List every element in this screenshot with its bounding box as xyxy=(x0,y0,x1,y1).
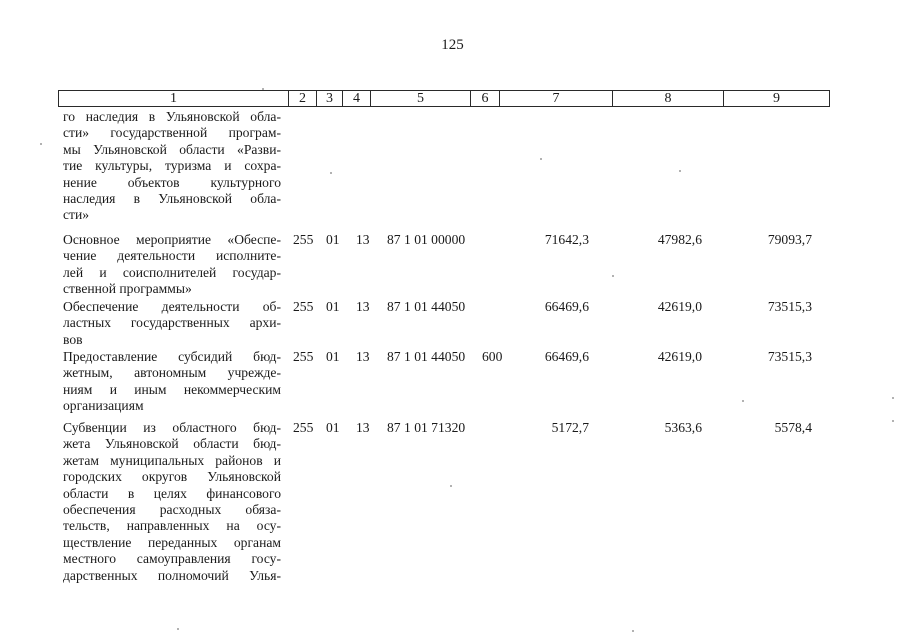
description-line: наследия в Ульяновской обла- xyxy=(63,191,281,207)
cell-col-8: 5363,6 xyxy=(664,420,702,435)
cell-col-5: 87 1 01 71320 xyxy=(387,420,466,435)
description-line: организациям xyxy=(63,398,144,414)
cell-col-8: 42619,0 xyxy=(657,349,702,364)
scan-speck xyxy=(679,170,681,172)
description-line: жета Ульяновской области бюд- xyxy=(63,436,281,452)
header-col-3: 3 xyxy=(317,91,343,106)
description-line: вов xyxy=(63,331,83,347)
cell-col-3: 01 xyxy=(326,420,340,435)
description-line: тельств, направленных на осу- xyxy=(63,518,281,534)
header-col-6: 6 xyxy=(471,91,500,106)
description-line: Основное мероприятие «Обеспе- xyxy=(63,232,281,247)
description-line: лей и соисполнителей государ- xyxy=(63,264,281,280)
cell-col-6: 600 xyxy=(482,349,503,364)
row-description xyxy=(63,109,281,224)
scan-speck xyxy=(450,485,452,487)
description-line: ществление переданных органам xyxy=(63,534,281,550)
cell-col-9: 5578,4 xyxy=(774,420,812,435)
row-description xyxy=(63,299,281,348)
description-line: Предоставление субсидий бюд- xyxy=(63,349,281,364)
cell-col-5: 87 1 01 44050 xyxy=(387,349,466,364)
cell-col-4: 13 xyxy=(356,420,370,435)
scan-speck xyxy=(540,158,542,160)
cell-col-9: 73515,3 xyxy=(767,349,812,364)
scan-speck xyxy=(330,172,332,174)
description-line: мы Ульяновской области «Разви- xyxy=(63,141,281,157)
header-col-1: 1 xyxy=(59,91,289,106)
cell-col-8: 47982,6 xyxy=(657,232,702,247)
cell-col-2: 255 xyxy=(293,232,314,247)
row-description xyxy=(63,420,281,584)
description-line: ственной программы» xyxy=(63,281,192,297)
header-col-4: 4 xyxy=(343,91,371,106)
description-line: жетным, автономным учрежде- xyxy=(63,365,281,381)
row-description xyxy=(63,232,281,298)
header-col-8: 8 xyxy=(613,91,724,106)
cell-col-3: 01 xyxy=(326,232,340,247)
scan-speck xyxy=(892,420,894,422)
page-number: 125 xyxy=(441,37,464,53)
description-line: обеспечения расходных обяза- xyxy=(63,502,281,518)
cell-col-5: 87 1 01 00000 xyxy=(387,232,466,247)
header-col-2: 2 xyxy=(289,91,317,106)
description-line: чение деятельности исполните- xyxy=(63,248,281,264)
description-line: сти» xyxy=(63,207,90,223)
header-col-9: 9 xyxy=(773,91,780,106)
cell-col-2: 255 xyxy=(293,349,314,364)
cell-col-7: 66469,6 xyxy=(544,299,589,314)
scan-speck xyxy=(612,275,614,277)
description-line: тие культуры, туризма и сохра- xyxy=(63,158,281,174)
cell-col-4: 13 xyxy=(356,299,370,314)
cell-col-4: 13 xyxy=(356,349,370,364)
cell-col-7: 71642,3 xyxy=(544,232,589,247)
description-line: Обеспечение деятельности об- xyxy=(63,299,281,314)
scan-speck xyxy=(177,628,179,630)
scan-speck xyxy=(632,630,634,632)
cell-col-7: 5172,7 xyxy=(551,420,589,435)
scan-speck xyxy=(742,400,744,402)
description-line: жетам муниципальных районов и xyxy=(63,452,281,468)
row-description xyxy=(63,349,281,415)
cell-col-9: 79093,7 xyxy=(767,232,812,247)
description-line: нение объектов культурного xyxy=(63,174,281,190)
description-line: ластных государственных архи- xyxy=(63,315,281,331)
description-line: Субвенции из областного бюд- xyxy=(63,420,281,435)
scan-speck xyxy=(40,143,42,145)
table-header xyxy=(58,90,830,107)
cell-col-8: 42619,0 xyxy=(657,299,702,314)
description-line: сти» государственной програм- xyxy=(63,125,281,141)
cell-col-4: 13 xyxy=(356,232,370,247)
description-line: го наследия в Ульяновской обла- xyxy=(63,109,281,124)
cell-col-2: 255 xyxy=(293,420,314,435)
cell-col-2: 255 xyxy=(293,299,314,314)
cell-col-7: 66469,6 xyxy=(544,349,589,364)
scan-speck xyxy=(262,88,264,90)
description-line: городских округов Ульяновской xyxy=(63,469,281,485)
cell-col-5: 87 1 01 44050 xyxy=(387,299,466,314)
description-line: дарственных полномочий Улья- xyxy=(63,567,281,583)
cell-col-3: 01 xyxy=(326,349,340,364)
scan-speck xyxy=(892,397,894,399)
header-col-7: 7 xyxy=(500,91,613,106)
description-line: области в целях финансового xyxy=(63,485,281,501)
cell-col-9: 73515,3 xyxy=(767,299,812,314)
description-line: местного самоуправления госу- xyxy=(63,551,281,567)
description-line: ниям и иным некоммерческим xyxy=(63,381,281,397)
header-col-5: 5 xyxy=(371,91,471,106)
cell-col-3: 01 xyxy=(326,299,340,314)
